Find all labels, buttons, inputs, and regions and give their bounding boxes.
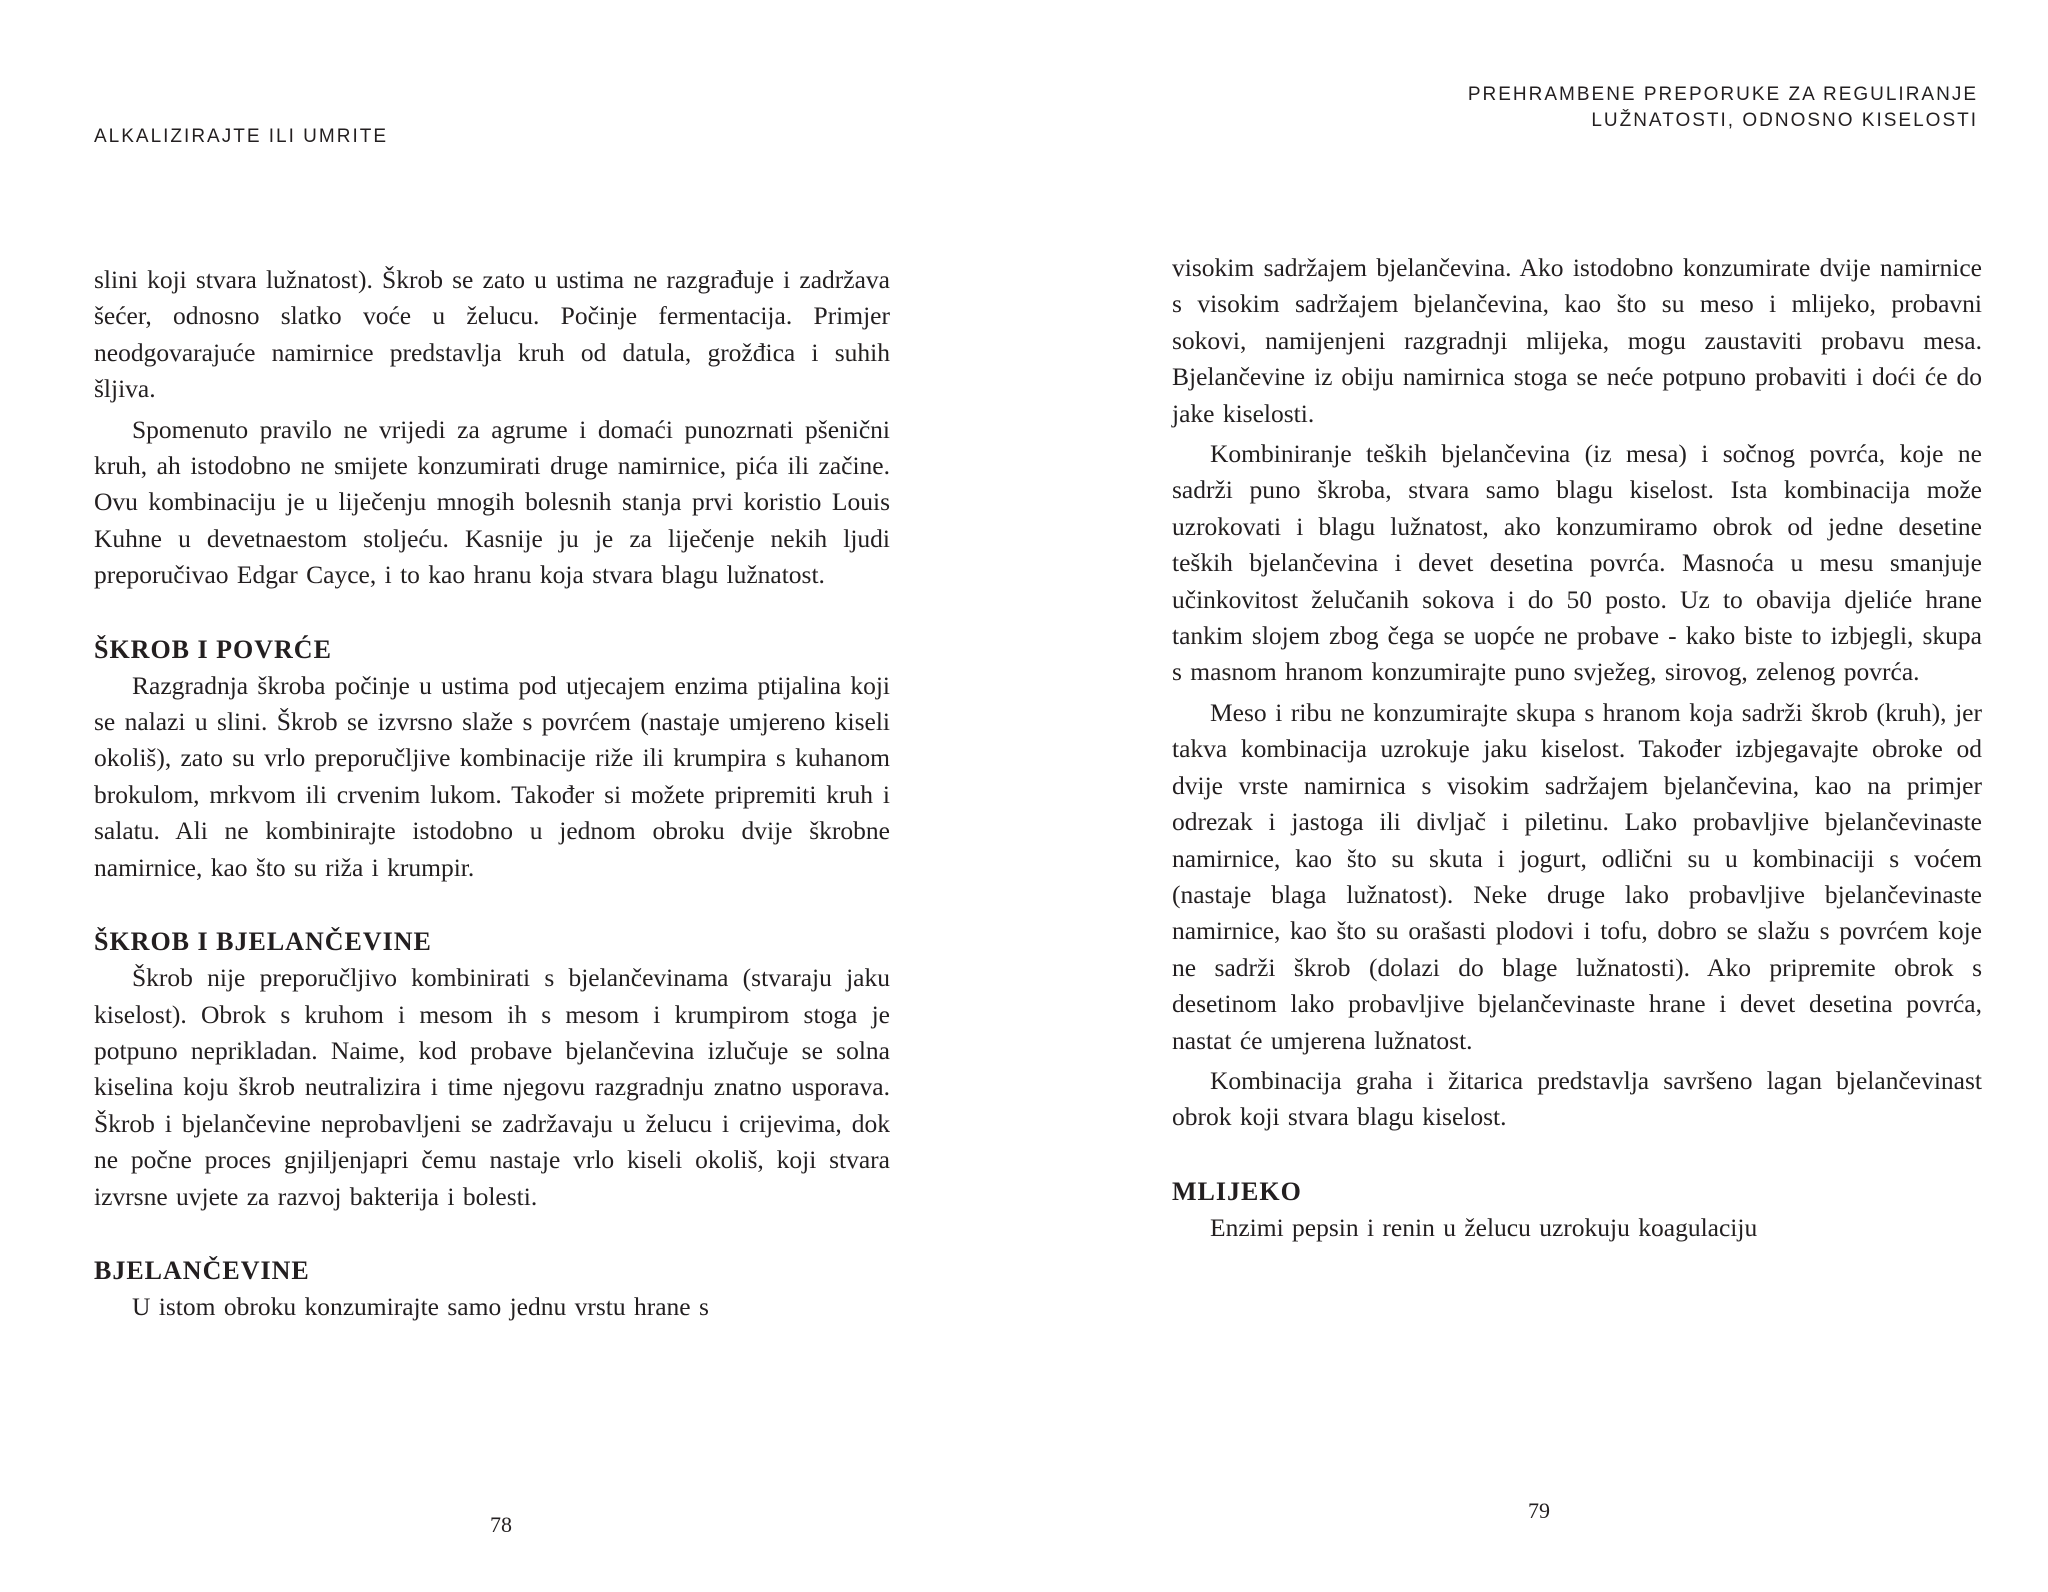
section-heading: MLIJEKO	[1172, 1176, 1302, 1206]
paragraph: visokim sadržajem bjelančevina. Ako istodobno konzumirate dvije namirnice s visokim sadržajem bjelančevina, kao što su meso i mlijeko, probavni sokovi, namijenjeni razgradnji mlijeka, mogu zaustaviti probavu mesa. Bjelančevine iz obiju namirnica stoga se neće potpuno probaviti i doći će do jake kiselosti.	[1172, 253, 1982, 428]
paragraph: U istom obroku konzumirajte samo jednu vrstu hrane s	[132, 1291, 709, 1321]
paragraph: Spomenuto pravilo ne vrijedi za agrume i domaći punozrnati pšenični kruh, ah istodobno ne smijete konzumirati druge namirnice, pića ili začine. Ovu kombinaciju je u liječenju mnogih bolesnih stanja prvi koristio Louis Kuhne u devetnaestom stoljeću. Kasnije ju je za liječenje nekih ljudi preporučivao Edgar Cayce, i to kao hranu koja stvara blagu lužnatost.	[94, 414, 890, 590]
paragraph: Kombiniranje teških bjelančevina (iz mesa) i sočnog povrća, koje ne sadrži puno škroba, stvara samo blagu kiselost. Ista kombinacija može uzrokovati i blagu lužnatost, ako konzumiramo obrok od jedne desetine teških bjelančevina i devet desetina povrća. Masnoća u mesu smanjuje učinkovitost želučanih sokova i do 50 posto. Uz to obavija djeliće hrane tankim slojem zbog čega se uopće ne probave - kako biste to izbjegli, skupa s masnom hranom konzumirajte puno svježeg, sirovog, zelenog povrća.	[1172, 439, 1982, 687]
running-head	[1468, 82, 1978, 134]
paragraph: Enzimi pepsin i renin u želucu uzrokuju koagulaciju	[1210, 1212, 1758, 1242]
running-head-line: LUŽNATOSTI, ODNOSNO KISELOSTI	[1591, 110, 1978, 131]
page-number: 79	[1528, 1498, 1550, 1523]
running-head-text: ALKALIZIRAJTE ILI UMRITE	[94, 126, 388, 147]
section-heading: ŠKROB I POVRĆE	[94, 634, 332, 664]
running-head	[94, 124, 388, 150]
section-heading: BJELANČEVINE	[94, 1255, 310, 1285]
running-head-line: PREHRAMBENE PREPORUKE ZA REGULIRANJE	[1467, 84, 1978, 105]
page-number: 78	[490, 1512, 512, 1537]
paragraph: Meso i ribu ne konzumirajte skupa s hranom koja sadrži škrob (kruh), jer takva kombinacija uzrokuje jaku kiselost. Također izbjegavajte obroke od dvije vrste namirnica s visokim sadržajem bjelančevina, kao na primjer odrezak i jastoga ili divljač i piletinu. Lako probavljive bjelančevinaste namirnice, kao što su skuta i jogurt, odlični su u kombinaciji s voćem (nastaje blaga lužnatost). Neke druge lako probavljive bjelančevinaste namirnice, kao što su orašasti plodovi i tofu, dobro se slažu s povrćem koje ne sadrži škrob (dolazi do blage lužnatosti). Ako pripremite obrok s desetinom lako probavljive bjelančevinaste hrane i devet desetina povrća, nastat će umjerena lužnatost.	[1172, 697, 1982, 1055]
paragraph: Škrob nije preporučljivo kombinirati s bjelančevinama (stvaraju jaku kiselost). Obrok s kruhom i mesom ih s mesom i krumpirom stoga je potpuno neprikladan. Naime, kod probave bjelančevina izlučuje se solna kiselina koju škrob neutralizira i time njegovu razgradnju znatno usporava. Škrob i bjelančevine neprobavljeni se zadržavaju u želucu i crijevima, dok ne počne proces gnjiljenjapri čemu nastaje vrlo kiseli okoliš, koji stvara izvrsne uvjete za razvoj bakterija i bolesti.	[94, 963, 890, 1211]
section-heading: ŠKROB I BJELANČEVINE	[94, 927, 432, 957]
paragraph: Kombinacija graha i žitarica predstavlja savršeno lagan bjelančevinast obrok koji stvara blagu kiselost.	[1172, 1065, 1982, 1132]
right-page	[1024, 0, 2048, 1592]
paragraph: slini koji stvara lužnatost). Škrob se zato u ustima ne razgrađuje i zadržava šećer, odnosno slatko voće u želucu. Počinje fermentacija. Primjer neodgovarajuće namirnice predstavlja kruh od datula, grožđica i suhih šljiva.	[94, 265, 890, 404]
body-text	[94, 262, 890, 1325]
body-text	[1172, 250, 1982, 1246]
paragraph: Razgradnja škroba počinje u ustima pod utjecajem enzima ptijalina koji se nalazi u slini. Škrob se izvrsno slaže s povrćem (nastaje umjereno kiseli okoliš), zato su vrlo preporučljive kombinacije riže ili krumpira s kuhanom brokulom, mrkvom ili crvenim lukom. Također si možete pripremiti kruh i salatu. Ali ne kombinirajte istodobno u jednom obroku dvije škrobne namirnice, kao što su riža i krumpir.	[94, 670, 890, 882]
